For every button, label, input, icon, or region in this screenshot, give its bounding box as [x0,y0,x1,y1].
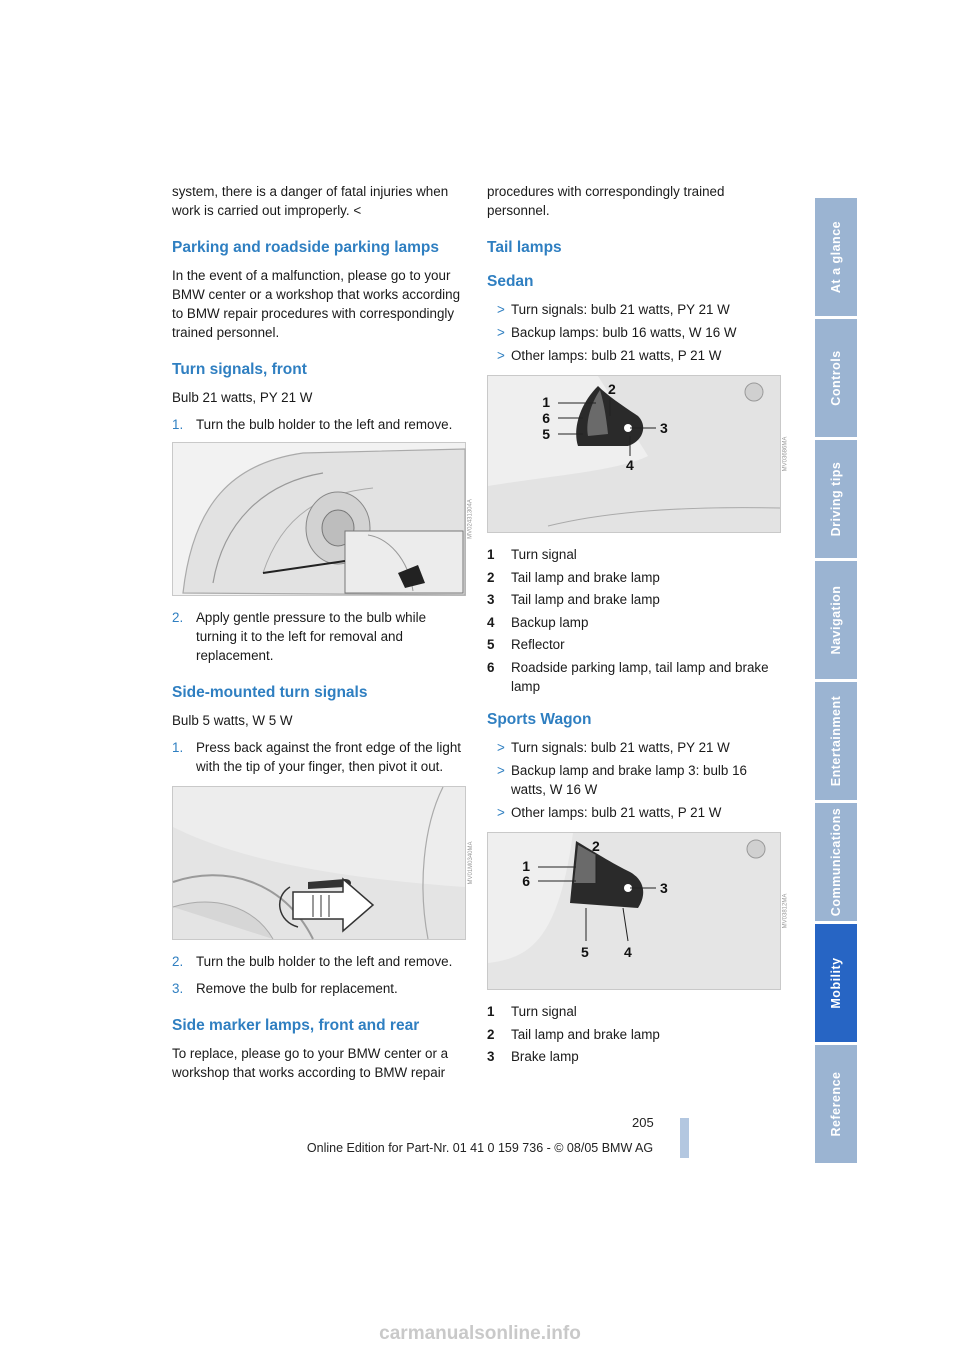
tab-at-a-glance[interactable]: At a glance [815,198,857,316]
figure-callout-1: 1 [542,394,550,410]
legend-item: 3 Tail lamp and brake lamp [487,592,660,608]
step-item: 2. Turn the bulb holder to the left and remove. [172,954,453,969]
step-item: 3. Remove the bulb for replacement. [172,981,398,996]
tab-communications[interactable]: Communications [815,803,857,921]
tab-mobility[interactable]: Mobility [815,924,857,1042]
figure-callout-1: 1 [522,857,530,874]
heading-sports-wagon: Sports Wagon [487,710,592,728]
figure-side-turn-signal: MV01M0340MA [172,786,466,940]
heading-side-mounted: Side-mounted turn signals [172,684,368,701]
legend-item: 1 Turn signal [487,547,577,562]
figure-wagon-tail-lamp: 1 6 2 3 5 4 MV03812MA [487,832,781,990]
figure-callout-3: 3 [660,879,668,896]
footer-edition: Online Edition for Part-Nr. 01 41 0 159 736 - © 08/05 BMW AG [306,1141,654,1155]
heading-parking-lamps: Parking and roadside parking lamps [172,239,440,256]
step-item: 1. Turn the bulb holder to the left and remove. [172,417,453,432]
legend-item: 4 Backup lamp [487,614,589,630]
list-item: > Turn signals: bulb 21 watts, PY 21 W [497,739,730,755]
legend-item: 5 Reflector [487,637,565,653]
figure-callout-5: 5 [581,943,589,960]
heading-turn-signals-front: Turn signals, front [172,361,307,378]
tab-controls[interactable]: Controls [815,319,857,437]
heading-side-marker: Side marker lamps, front and rear [172,1017,420,1034]
chapter-tabs [815,198,857,1166]
heading-tail-lamps: Tail lamps [487,239,562,256]
left-column [172,182,474,1090]
intro-text: system, there is a danger of fatal injuries when work is carried out improperly. < [172,184,449,218]
list-item: > Other lamps: bulb 21 watts, P 21 W [497,348,722,363]
figure-callout-5: 5 [542,426,550,442]
tab-navigation[interactable]: Navigation [815,561,857,679]
figure-callout-2: 2 [592,837,600,854]
legend-item: 2 Tail lamp and brake lamp [487,1026,660,1042]
list-item: > Backup lamps: bulb 16 watts, W 16 W [497,325,737,340]
turn-front-bulb: Bulb 21 watts, PY 21 W [172,390,313,405]
figure-callout-3: 3 [660,420,668,436]
step-item: 2. Apply gentle pressure to the bulb while turning it to the left for removal and replacement. [172,610,427,663]
legend-item: 1 Turn signal [487,1003,577,1019]
side-mounted-bulb: Bulb 5 watts, W 5 W [172,713,293,728]
figure-front-turn-signal: MV02431304A [172,442,466,596]
figure-sedan-tail-lamp: 1 6 5 2 3 4 MV03686MA [487,375,781,533]
figure-callout-4: 4 [626,457,634,473]
step-item: 1. Press back against the front edge of the light with the tip of your finger, then pivot it out. [172,740,462,774]
figure-callout-6: 6 [542,410,550,426]
right-column [487,182,789,1070]
figure-callout-2: 2 [608,381,616,397]
legend-item: 2 Tail lamp and brake lamp [487,569,660,585]
heading-sedan: Sedan [487,273,534,290]
list-item: > Turn signals: bulb 21 watts, PY 21 W [497,302,730,317]
legend-item: 3 Brake lamp [487,1049,579,1065]
side-marker-text: To replace, please go to your BMW center or a workshop that works according to BMW repair [172,1046,449,1080]
intro-text-right: procedures with correspondingly trained personnel. [487,184,725,218]
list-item: > Other lamps: bulb 21 watts, P 21 W [497,804,722,820]
list-item: > Backup lamp and brake lamp 3: bulb 16 watts, W 16 W [497,762,747,797]
tab-driving-tips[interactable]: Driving tips [815,440,857,558]
tab-entertainment[interactable]: Entertainment [815,682,857,800]
page-number: 205 [632,1115,654,1130]
legend-item: 6 Roadside parking lamp, tail lamp and brake lamp [487,659,769,694]
tab-reference[interactable]: Reference [815,1045,857,1163]
parking-lamps-text: In the event of a malfunction, please go to your BMW center or a workshop that works according to BMW repair procedures with correspondingly trained personnel. [172,268,461,340]
watermark: carmanualsonline.info [379,1323,581,1344]
figure-callout-6: 6 [522,872,530,889]
figure-callout-4: 4 [624,943,632,960]
